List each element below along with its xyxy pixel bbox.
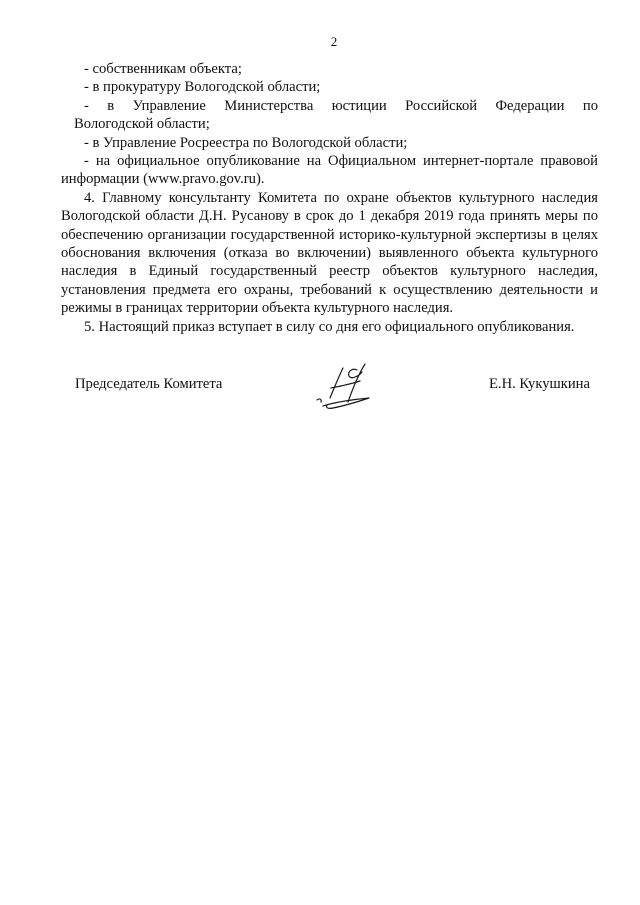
paragraph-4: 4. Главному консультанту Комитета по охране объектов культурного наследия Вологодской области Д.Н. Русанову в срок до 1 декабря 2019 года принять меры по обеспечению организации государственной историко-культурной экспертизы в целях обоснования включения (отказа во включении) выявленного объекта культурного наследия в Единый государственный реестр объектов культурного наследия, установления предмета его охраны, требований к осуществлению деятельности и режимы в границах территории объекта культурного наследия. bbox=[61, 189, 598, 317]
signer-name: Е.Н. Кукушкина bbox=[489, 376, 590, 392]
document-body bbox=[61, 60, 598, 336]
paragraph-5: 5. Настоящий приказ вступает в силу со дня его официального опубликования. bbox=[84, 318, 575, 335]
recipient-line: - собственникам объекта; bbox=[84, 61, 242, 77]
recipient-line: - на официальное опубликование на Официальном интернет-портале правовой информации (www.pravo.gov.ru). bbox=[61, 153, 598, 188]
signer-position: Председатель Комитета bbox=[75, 376, 223, 392]
recipient-line: - в Управление Министерства юстиции Российской Федерации по bbox=[84, 97, 598, 114]
handwritten-signature-icon bbox=[313, 362, 383, 412]
recipient-line-continuation: Вологодской области; bbox=[74, 116, 210, 133]
recipient-line: - в прокуратуру Вологодской области; bbox=[84, 79, 321, 96]
signature-block bbox=[0, 362, 640, 422]
recipient-line: - в Управление Росреестра по Вологодской области; bbox=[84, 134, 408, 151]
page-number: 2 bbox=[330, 34, 338, 49]
